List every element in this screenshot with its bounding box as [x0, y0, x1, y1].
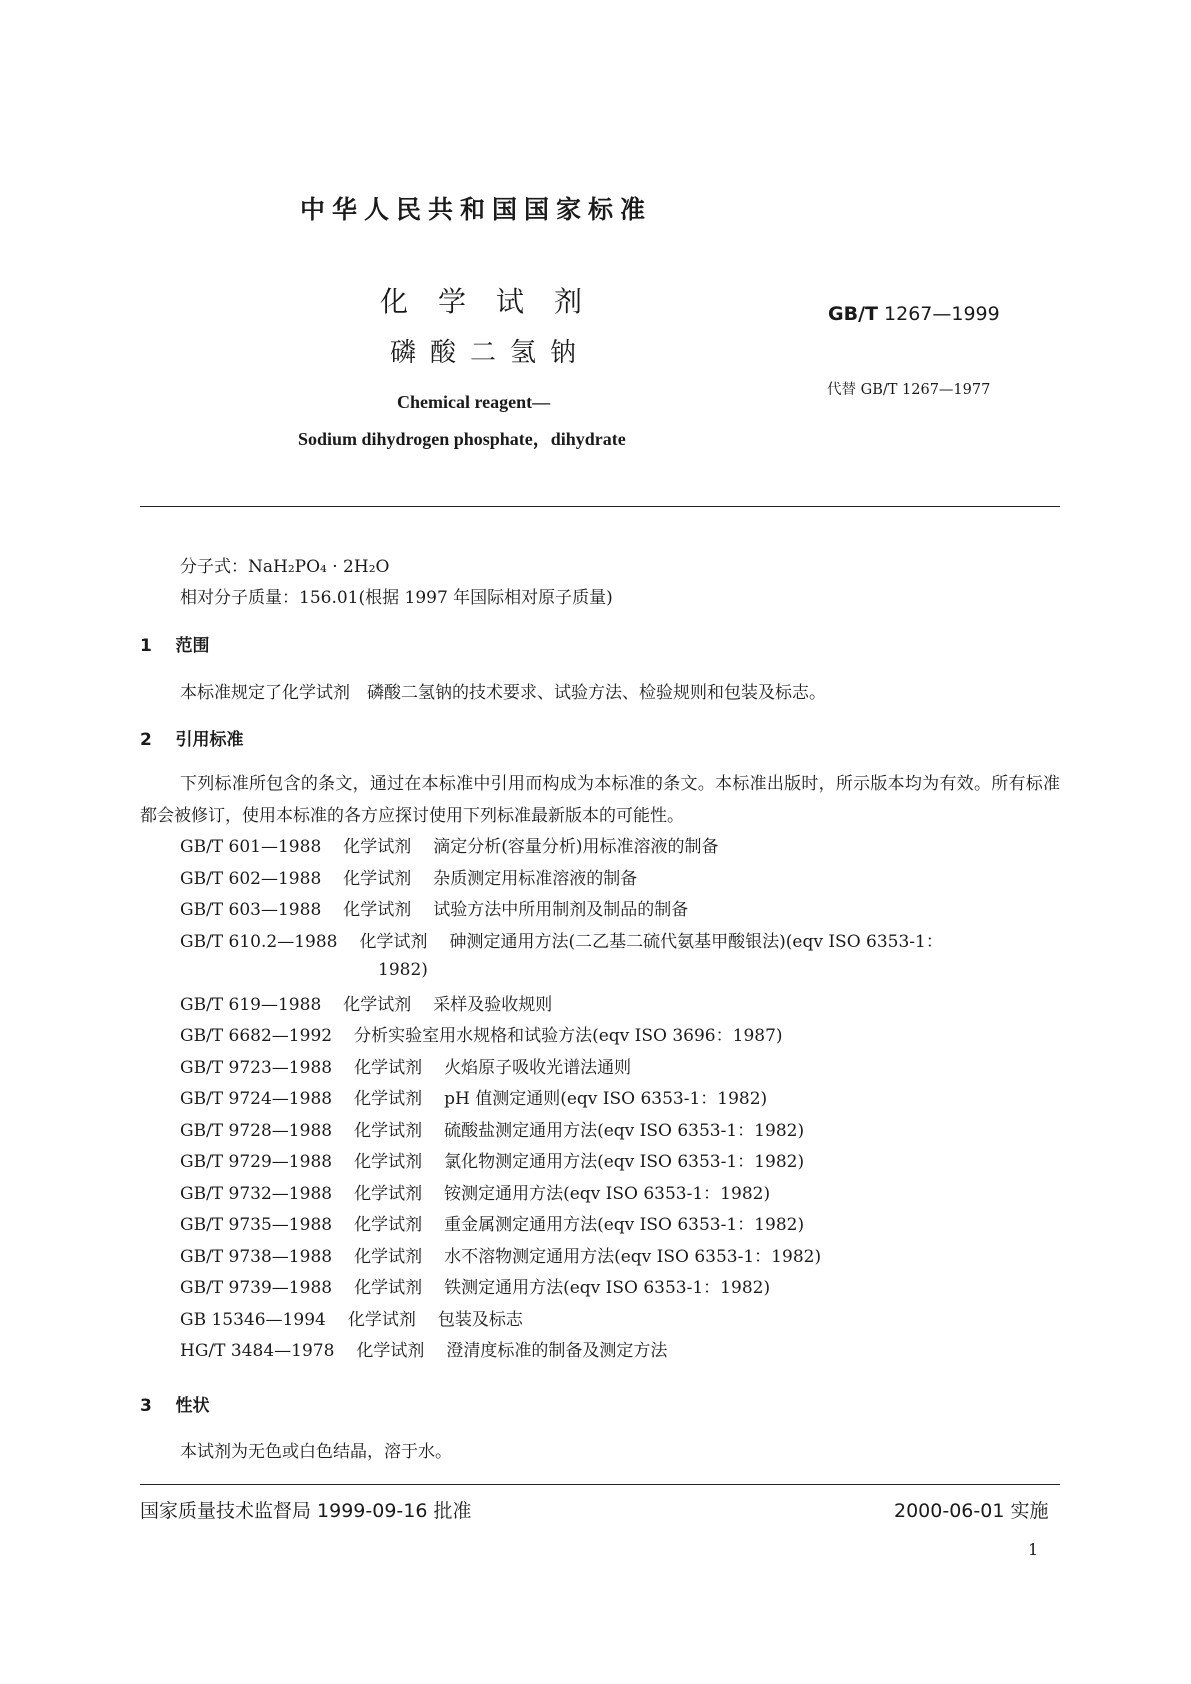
reference-title: 包装及标志: [437, 1309, 523, 1330]
reference-item: [180, 1053, 943, 1085]
reference-title: 杂质测定用标准溶液的制备: [433, 868, 638, 889]
section-number: 1: [140, 636, 152, 656]
section-3-heading: [140, 1391, 210, 1416]
reference-category: 化学试剂: [343, 837, 412, 857]
reference-title: pH 值测定通则(eqv ISO 6353-1：1982): [444, 1089, 768, 1109]
scope-paragraph: 本标准规定了化学试剂 磷酸二氢钠的技术要求、试验方法、检验规则和包装及标志。: [180, 683, 826, 703]
reference-title: 铵测定通用方法(eqv ISO 6353-1：1982): [444, 1183, 771, 1204]
reference-item: [180, 895, 943, 927]
formula-value: NaH₂PO₄ · 2H₂O: [248, 557, 390, 577]
section-title: 范围: [175, 636, 210, 656]
section-number: 3: [140, 1396, 152, 1416]
reference-list: [180, 832, 943, 1368]
title-chinese-line2: 磷酸二氢钠: [390, 338, 591, 368]
reference-title: 试验方法中所用制剂及制品的制备: [433, 900, 689, 920]
reference-title: 采样及验收规则: [433, 994, 553, 1015]
reference-code: GB/T 9724—1988: [180, 1089, 333, 1109]
reference-code: GB/T 9723—1988: [180, 1057, 333, 1078]
replaces-standard: 代替 GB/T 1267—1977: [827, 382, 991, 398]
formula-label: 分子式：: [180, 557, 248, 577]
reference-code: GB/T 619—1988: [180, 994, 322, 1015]
section-title: 性状: [175, 1396, 210, 1416]
reference-code: GB/T 602—1988: [180, 868, 322, 889]
reference-code: GB/T 9735—1988: [180, 1215, 333, 1235]
section-2-heading: [140, 725, 244, 750]
reference-title: 重金属测定通用方法(eqv ISO 6353-1：1982): [444, 1215, 805, 1235]
effective-date: 2000-06-01 实施: [894, 1500, 1049, 1522]
reference-item: [180, 1021, 943, 1053]
reference-category: 化学试剂: [359, 931, 428, 952]
approval-date: 国家质量技术监督局 1999-09-16 批准: [140, 1500, 472, 1522]
reference-title: 硫酸盐测定通用方法(eqv ISO 6353-1：1982): [444, 1120, 805, 1141]
footer-divider: [140, 1484, 1060, 1485]
reference-title: 水不溶物测定通用方法(eqv ISO 6353-1：1982): [444, 1246, 822, 1267]
molecular-mass: 相对分子质量：156.01(根据 1997 年国际相对原子质量): [180, 588, 613, 608]
reference-title: 火焰原子吸收光谱法通则: [444, 1057, 632, 1078]
reference-category: 化学试剂: [354, 1089, 423, 1109]
reference-item: [180, 1084, 943, 1116]
section-1-heading: [140, 631, 210, 656]
reference-code: GB/T 9728—1988: [180, 1120, 333, 1141]
reference-item: [180, 1273, 943, 1305]
reference-category: 化学试剂: [356, 1341, 425, 1361]
reference-code: GB 15346—1994: [180, 1309, 326, 1330]
title-english-line2: Sodium dihydrogen phosphate，dihydrate: [298, 429, 626, 449]
reference-item: [180, 1210, 943, 1242]
reference-category: 化学试剂: [343, 868, 412, 889]
section-title: 引用标准: [175, 730, 244, 750]
section-number: 2: [140, 730, 152, 750]
reference-category: 化学试剂: [354, 1183, 423, 1204]
title-chinese-line1: 化学试剂: [380, 285, 613, 318]
properties-paragraph: 本试剂为无色或白色结晶，溶于水。: [180, 1442, 452, 1462]
reference-code: GB/T 9732—1988: [180, 1183, 333, 1204]
reference-category: 化学试剂: [354, 1215, 423, 1235]
reference-category: 化学试剂: [354, 1057, 423, 1078]
reference-item: [180, 990, 943, 1022]
reference-category: 化学试剂: [343, 900, 412, 920]
standard-number: [828, 303, 1000, 325]
reference-category: 化学试剂: [347, 1309, 416, 1330]
reference-item: [180, 1116, 943, 1148]
reference-category: 化学试剂: [354, 1152, 423, 1172]
reference-category: 化学试剂: [354, 1278, 423, 1298]
reference-title: 砷测定通用方法(二乙基二硫代氨基甲酸银法)(eqv ISO 6353-1：: [449, 931, 943, 952]
reference-item: [180, 1242, 943, 1274]
standard-number-value: 1267—1999: [884, 303, 1000, 325]
reference-item: [180, 1179, 943, 1211]
reference-item: [180, 1147, 943, 1179]
nation-standard-heading: 中华人民共和国国家标准: [300, 195, 653, 224]
reference-code: GB/T 603—1988: [180, 900, 322, 920]
reference-code: GB/T 9738—1988: [180, 1246, 333, 1267]
reference-title: 澄清度标准的制备及测定方法: [446, 1341, 668, 1361]
reference-code: GB/T 9729—1988: [180, 1152, 333, 1172]
reference-category: 化学试剂: [354, 1120, 423, 1141]
reference-code: GB/T 610.2—1988: [180, 931, 338, 952]
title-english-line1: Chemical reagent—: [397, 392, 551, 412]
molecular-formula: [180, 552, 389, 577]
references-intro-paragraph: 下列标准所包含的条文，通过在本标准中引用而构成为本标准的条文。本标准出版时，所示版本均为有效。所有标准都会被修订，使用本标准的各方应探讨使用下列标准最新版本的可能性。: [140, 774, 1060, 826]
reference-code: GB/T 601—1988: [180, 837, 322, 857]
reference-title: 铁测定通用方法(eqv ISO 6353-1：1982): [444, 1278, 771, 1298]
reference-title: 分析实验室用水规格和试验方法(eqv ISO 3696：1987): [354, 1026, 783, 1046]
reference-item: [180, 864, 943, 896]
header-divider: [140, 506, 1060, 507]
reference-category: 化学试剂: [354, 1246, 423, 1267]
page-number: 1: [1028, 1540, 1039, 1559]
standard-prefix: GB/T: [828, 303, 878, 325]
reference-category: 化学试剂: [343, 994, 412, 1015]
reference-item: [180, 832, 943, 864]
reference-code: GB/T 6682—1992: [180, 1026, 333, 1046]
reference-title: 滴定分析(容量分析)用标准溶液的制备: [433, 837, 719, 857]
reference-item: [180, 1305, 943, 1337]
reference-code: HG/T 3484—1978: [180, 1341, 335, 1361]
reference-title: 氯化物测定通用方法(eqv ISO 6353-1：1982): [444, 1152, 805, 1172]
reference-item: [180, 1336, 943, 1368]
reference-title-continued: 1982): [378, 960, 428, 980]
reference-code: GB/T 9739—1988: [180, 1278, 333, 1298]
reference-item: [180, 927, 943, 990]
